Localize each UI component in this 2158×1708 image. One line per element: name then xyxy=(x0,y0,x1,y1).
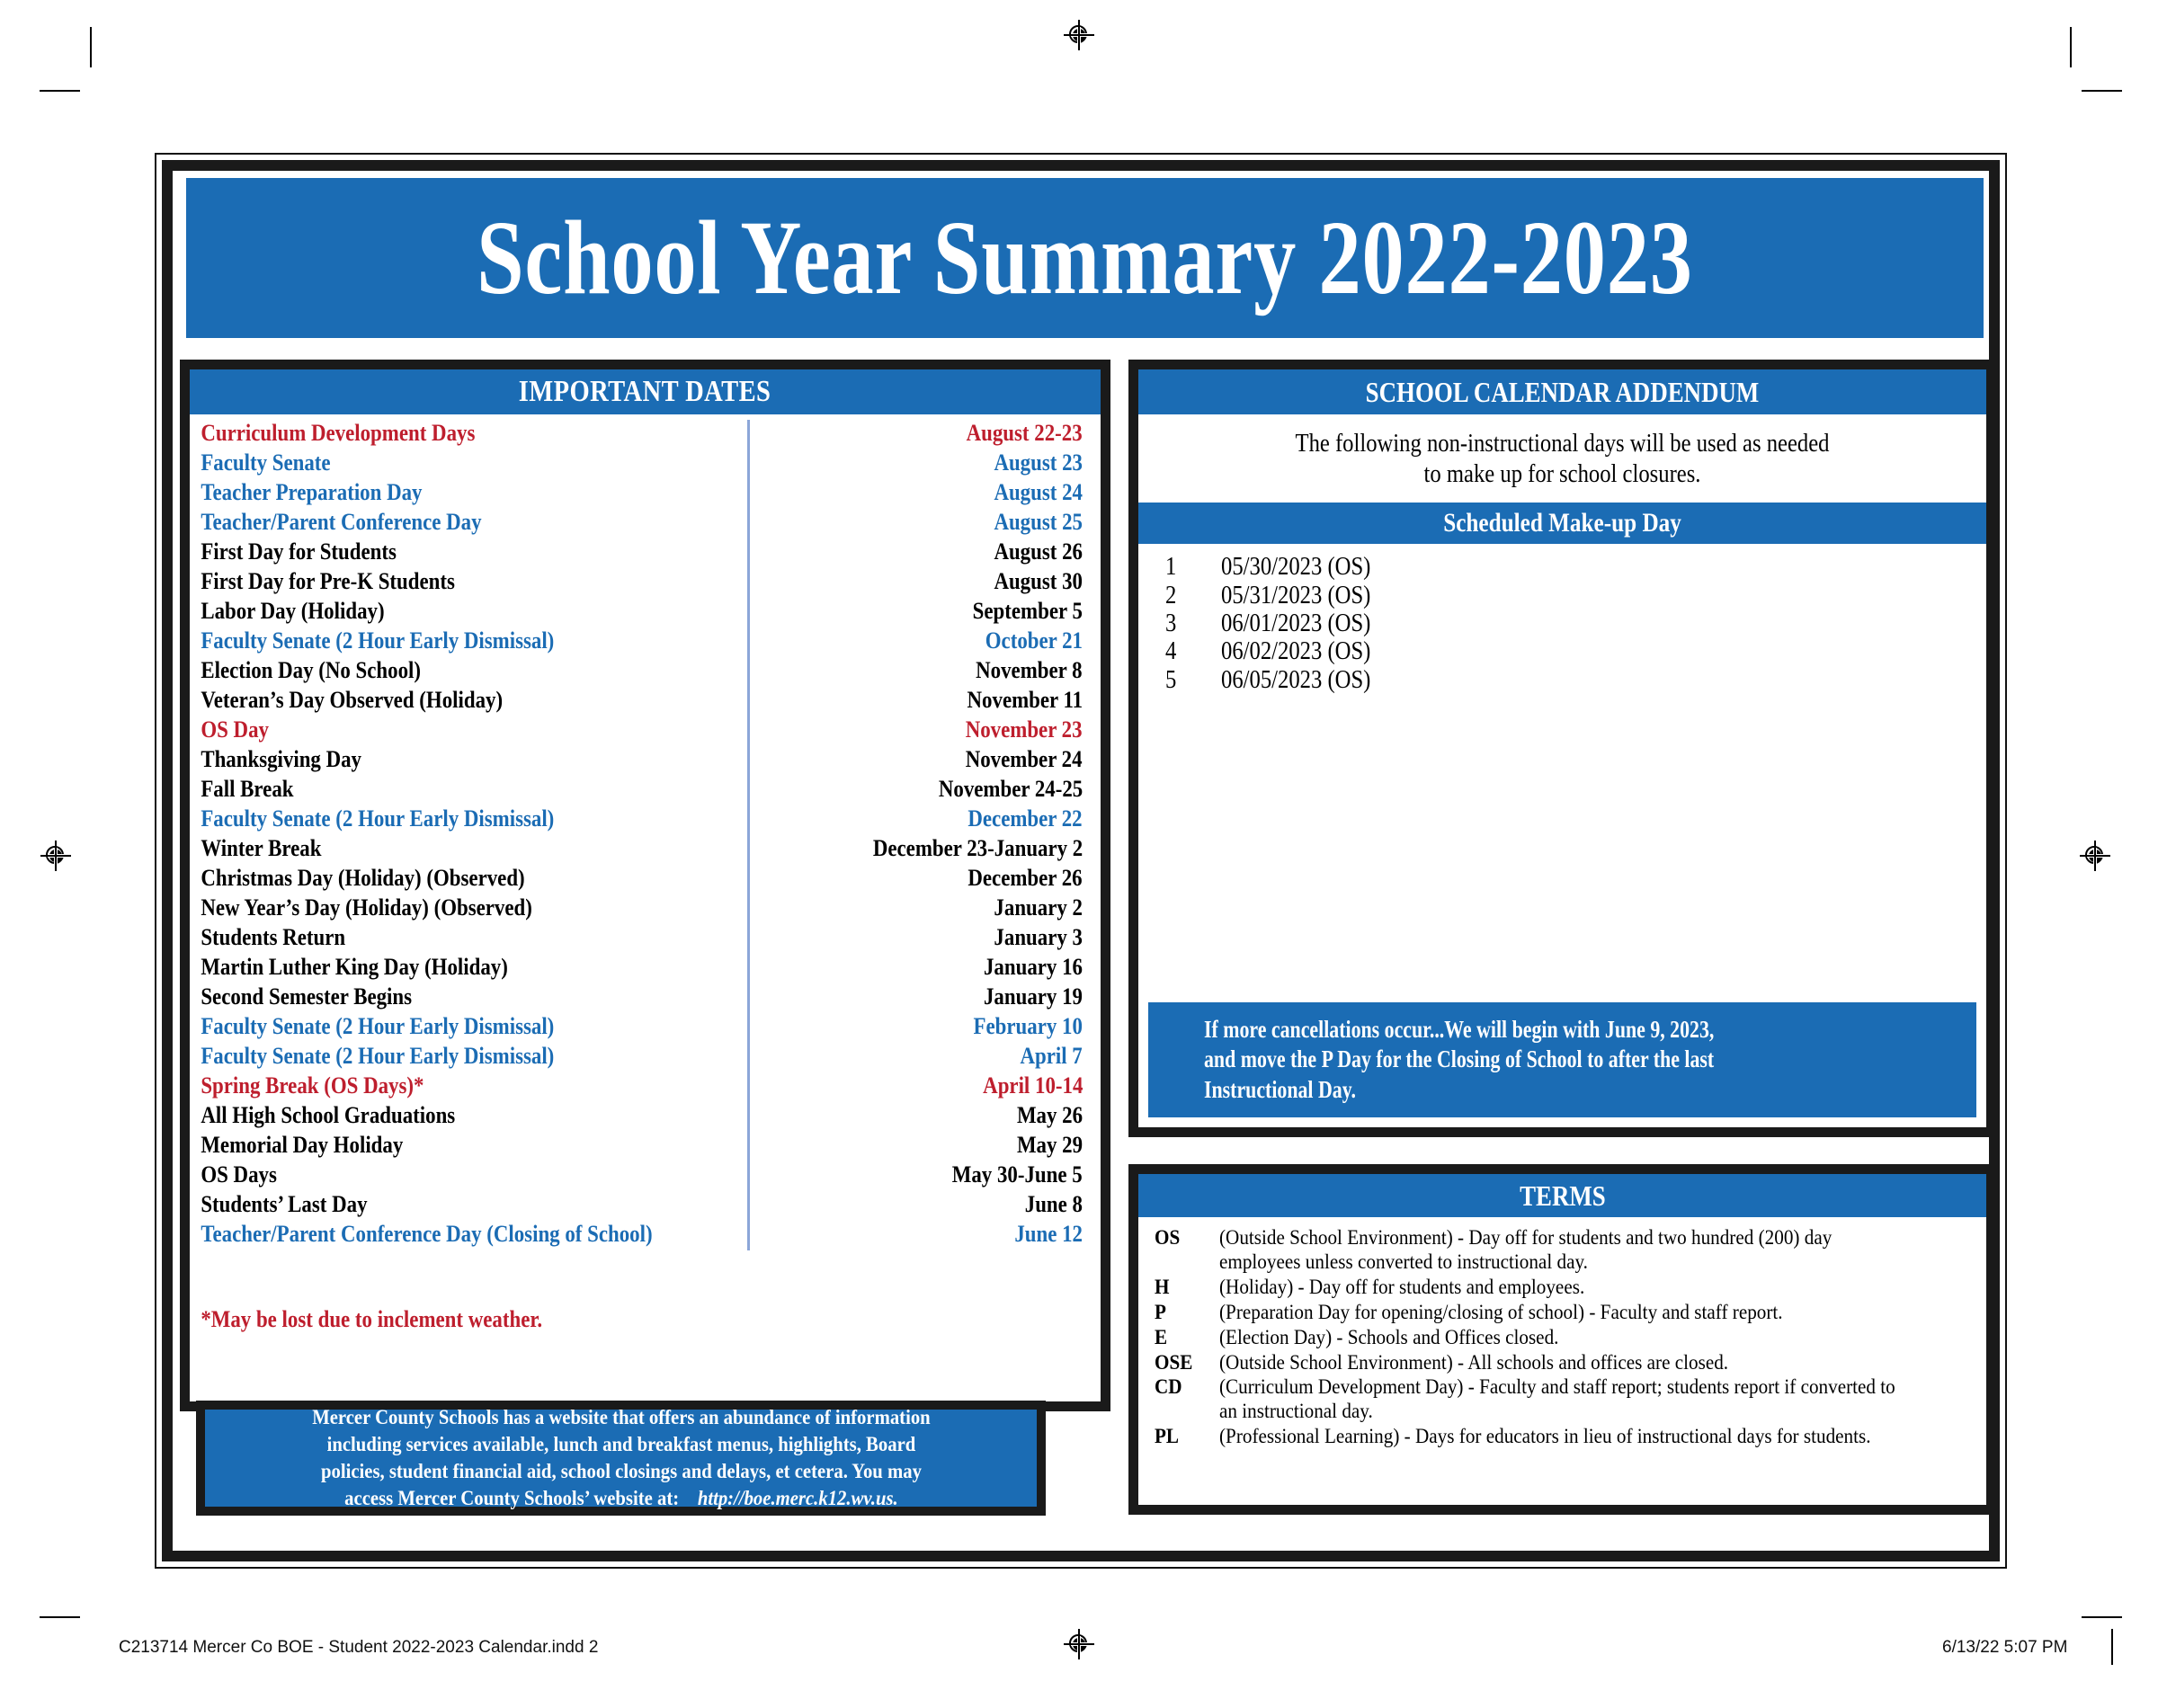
important-dates-label: Faculty Senate (2 Hour Early Dismissal) xyxy=(201,1043,555,1069)
terms-panel xyxy=(1128,1164,1996,1515)
page-title-banner xyxy=(186,178,1984,338)
important-dates-value: April 10-14 xyxy=(982,1072,1083,1099)
scheduled-makeup-day-heading xyxy=(1138,503,1986,544)
important-dates-row xyxy=(190,865,1101,894)
important-dates-value: August 22-23 xyxy=(966,420,1083,446)
important-dates-value: November 8 xyxy=(976,657,1083,683)
makeup-day-number: 5 xyxy=(1165,664,1177,694)
important-dates-label: All High School Graduations xyxy=(201,1102,456,1128)
important-dates-heading-text: IMPORTANT DATES xyxy=(519,375,771,408)
crop-mark-footer-divider xyxy=(2111,1629,2113,1665)
important-dates-value: December 23-January 2 xyxy=(872,835,1083,861)
scheduled-makeup-day-list xyxy=(1138,544,1986,694)
important-dates-value: February 10 xyxy=(973,1013,1083,1039)
term-row xyxy=(1155,1276,1974,1300)
important-dates-value: May 30-June 5 xyxy=(952,1161,1083,1188)
terms-heading xyxy=(1138,1174,1986,1217)
term-definition: (Outside School Environment) - All schools and offices are closed. xyxy=(1219,1350,1729,1374)
important-dates-row xyxy=(190,716,1101,746)
crop-mark-bottom-right-horizontal xyxy=(2082,1616,2122,1618)
term-definition: (Curriculum Development Day) - Faculty and staff report; students report if converted to an instructional day. xyxy=(1219,1375,1895,1423)
important-dates-row xyxy=(190,1132,1101,1161)
term-abbreviation: OS xyxy=(1155,1226,1181,1249)
important-dates-row xyxy=(190,1191,1101,1221)
important-dates-label: Fall Break xyxy=(201,776,294,802)
term-abbreviation: H xyxy=(1155,1275,1170,1298)
important-dates-label: Labor Day (Holiday) xyxy=(201,598,385,624)
important-dates-row xyxy=(190,687,1101,716)
cancellation-note-line-3: Instructional Day. xyxy=(1204,1075,1356,1103)
important-dates-heading xyxy=(190,369,1101,414)
important-dates-value: November 23 xyxy=(966,716,1083,743)
important-dates-label: First Day for Pre-K Students xyxy=(201,568,455,594)
makeup-day-date: 06/01/2023 (OS) xyxy=(1221,608,1371,637)
important-dates-row xyxy=(190,1072,1101,1102)
term-row xyxy=(1155,1351,1974,1375)
addendum-heading-text: SCHOOL CALENDAR ADDENDUM xyxy=(1365,376,1760,408)
important-dates-value: November 11 xyxy=(967,687,1083,713)
term-definition: (Professional Learning) - Days for educators in lieu of instructional days for students. xyxy=(1219,1425,1871,1448)
important-dates-value: January 19 xyxy=(984,983,1083,1010)
makeup-day-number: 2 xyxy=(1165,580,1177,609)
website-line-4-prefix: access Mercer County Schools’ website at: xyxy=(343,1486,679,1509)
term-row xyxy=(1155,1375,1974,1424)
important-dates-row xyxy=(190,479,1101,509)
makeup-day-row xyxy=(1165,553,1986,581)
crop-mark-top-right-vertical xyxy=(2070,27,2072,67)
important-dates-label: New Year’s Day (Holiday) (Observed) xyxy=(201,894,532,921)
term-definition: (Outside School Environment) - Day off for students and two hundred (200) day employees unless converted to instructional day. xyxy=(1219,1226,1833,1273)
important-dates-panel xyxy=(180,360,1110,1411)
term-abbreviation: PL xyxy=(1155,1425,1180,1448)
important-dates-table xyxy=(190,414,1101,1401)
important-dates-label: Curriculum Development Days xyxy=(201,420,476,446)
important-dates-row xyxy=(190,627,1101,657)
website-line-2: including services available, lunch and breakfast menus, highlights, Board xyxy=(326,1433,915,1456)
website-line-3: policies, student financial aid, school closings and delays, et cetera. You may xyxy=(320,1460,922,1482)
important-dates-value: August 23 xyxy=(994,449,1083,476)
important-dates-value: September 5 xyxy=(972,598,1083,624)
cancellation-note-text xyxy=(1204,1015,1770,1105)
important-dates-row xyxy=(190,746,1101,776)
website-line-4 xyxy=(312,1485,931,1512)
important-dates-value: January 16 xyxy=(984,954,1083,980)
important-dates-row xyxy=(190,1221,1101,1250)
important-dates-row xyxy=(190,835,1101,865)
makeup-day-date: 05/30/2023 (OS) xyxy=(1221,552,1371,582)
important-dates-label: Christmas Day (Holiday) (Observed) xyxy=(201,865,525,891)
important-dates-row xyxy=(190,1161,1101,1191)
important-dates-label: Spring Break (OS Days)* xyxy=(201,1072,424,1099)
makeup-day-number: 3 xyxy=(1165,608,1177,637)
makeup-day-date: 05/31/2023 (OS) xyxy=(1221,580,1371,609)
footer-timestamp: 6/13/22 5:07 PM xyxy=(1942,1638,2068,1657)
important-dates-label: First Day for Students xyxy=(201,538,397,565)
cancellation-note-box xyxy=(1148,1002,1976,1117)
term-definition: (Holiday) - Day off for students and employees. xyxy=(1219,1275,1585,1298)
important-dates-label: Students’ Last Day xyxy=(201,1191,368,1217)
important-dates-row xyxy=(190,983,1101,1013)
makeup-day-date: 06/02/2023 (OS) xyxy=(1221,636,1371,666)
important-dates-row xyxy=(190,805,1101,835)
important-dates-row xyxy=(190,894,1101,924)
term-row xyxy=(1155,1425,1974,1449)
important-dates-row xyxy=(190,776,1101,805)
website-info-text xyxy=(312,1404,931,1512)
important-dates-label: Students Return xyxy=(201,924,346,950)
term-row xyxy=(1155,1226,1974,1275)
important-dates-label: Election Day (No School) xyxy=(201,657,422,683)
addendum-heading xyxy=(1138,369,1986,414)
important-dates-row xyxy=(190,954,1101,983)
term-abbreviation: E xyxy=(1155,1325,1168,1348)
crop-mark-top-left-horizontal xyxy=(40,90,80,92)
registration-mark-right xyxy=(2080,841,2110,871)
important-dates-label: Faculty Senate xyxy=(201,449,331,476)
addendum-intro-line-1: The following non-instructional days will be used as needed xyxy=(1295,430,1830,458)
makeup-day-row xyxy=(1165,582,1986,609)
makeup-day-row xyxy=(1165,666,1986,694)
important-dates-value: December 22 xyxy=(968,805,1083,832)
addendum-intro xyxy=(1138,414,1986,503)
makeup-day-row xyxy=(1165,609,1986,637)
registration-mark-bottom xyxy=(1064,1629,1094,1659)
website-info-box xyxy=(196,1401,1046,1516)
important-dates-value: October 21 xyxy=(985,627,1083,654)
important-dates-label: Teacher/Parent Conference Day xyxy=(201,509,482,535)
important-dates-label: Second Semester Begins xyxy=(201,983,413,1010)
footer-file-name: C213714 Mercer Co BOE - Student 2022-2023 Calendar.indd 2 xyxy=(119,1638,599,1657)
important-dates-value: January 2 xyxy=(994,894,1083,921)
term-row xyxy=(1155,1301,1974,1325)
important-dates-row xyxy=(190,1013,1101,1043)
website-url[interactable]: http://boe.merc.k12.wv.us. xyxy=(697,1486,898,1509)
makeup-day-number: 4 xyxy=(1165,636,1177,666)
makeup-day-row xyxy=(1165,637,1986,665)
important-dates-value: August 25 xyxy=(994,509,1083,535)
important-dates-label: OS Day xyxy=(201,716,269,743)
important-dates-row xyxy=(190,509,1101,538)
website-line-1: Mercer County Schools has a website that offers an abundance of information xyxy=(311,1406,931,1429)
registration-mark-top xyxy=(1064,20,1094,50)
terms-list xyxy=(1138,1217,1986,1449)
addendum-intro-line-2: to make up for school closures. xyxy=(1423,460,1701,489)
important-dates-row xyxy=(190,538,1101,568)
page-title: School Year Summary 2022-2023 xyxy=(477,199,1693,316)
important-dates-value: August 26 xyxy=(994,538,1083,565)
important-dates-row xyxy=(190,420,1101,449)
scheduled-makeup-day-heading-text: Scheduled Make-up Day xyxy=(1443,508,1681,538)
important-dates-row xyxy=(190,568,1101,598)
term-definition: (Election Day) - Schools and Offices closed. xyxy=(1219,1325,1559,1348)
important-dates-row xyxy=(190,449,1101,479)
important-dates-value: June 8 xyxy=(1024,1191,1083,1217)
important-dates-footnote: *May be lost due to inclement weather. xyxy=(201,1306,543,1332)
important-dates-label: Martin Luther King Day (Holiday) xyxy=(201,954,508,980)
important-dates-row xyxy=(190,657,1101,687)
cancellation-note-line-2: and move the P Day for the Closing of School to after the last xyxy=(1204,1045,1715,1073)
important-dates-label: Teacher Preparation Day xyxy=(201,479,423,505)
important-dates-label: Teacher/Parent Conference Day (Closing of School) xyxy=(201,1221,653,1247)
important-dates-value: December 26 xyxy=(968,865,1083,891)
crop-mark-bottom-left-horizontal xyxy=(40,1616,80,1618)
important-dates-value: January 3 xyxy=(994,924,1083,950)
important-dates-label: Faculty Senate (2 Hour Early Dismissal) xyxy=(201,805,555,832)
registration-mark-left xyxy=(40,841,71,871)
important-dates-row xyxy=(190,1043,1101,1072)
term-abbreviation: OSE xyxy=(1155,1350,1193,1374)
important-dates-value: June 12 xyxy=(1014,1221,1083,1247)
crop-mark-top-right-horizontal xyxy=(2082,90,2122,92)
important-dates-row xyxy=(190,1102,1101,1132)
important-dates-row xyxy=(190,598,1101,627)
important-dates-label: Faculty Senate (2 Hour Early Dismissal) xyxy=(201,627,555,654)
term-row xyxy=(1155,1326,1974,1350)
makeup-day-date: 06/05/2023 (OS) xyxy=(1221,664,1371,694)
term-abbreviation: CD xyxy=(1155,1375,1182,1399)
terms-heading-text: TERMS xyxy=(1519,1179,1606,1212)
important-dates-value: November 24-25 xyxy=(938,776,1083,802)
important-dates-value: November 24 xyxy=(966,746,1083,772)
important-dates-label: Winter Break xyxy=(201,835,322,861)
crop-mark-top-left-vertical xyxy=(90,27,92,67)
makeup-day-number: 1 xyxy=(1165,552,1177,582)
important-dates-value: April 7 xyxy=(1020,1043,1083,1069)
important-dates-value: May 26 xyxy=(1016,1102,1083,1128)
important-dates-label: Memorial Day Holiday xyxy=(201,1132,404,1158)
important-dates-label: Thanksgiving Day xyxy=(201,746,361,772)
term-definition: (Preparation Day for opening/closing of school) - Faculty and staff report. xyxy=(1219,1300,1783,1323)
school-calendar-addendum-panel xyxy=(1128,360,1996,1137)
important-dates-value: August 24 xyxy=(994,479,1083,505)
term-abbreviation: P xyxy=(1155,1300,1166,1323)
important-dates-value: August 30 xyxy=(994,568,1083,594)
important-dates-label: Veteran’s Day Observed (Holiday) xyxy=(201,687,504,713)
important-dates-row xyxy=(190,924,1101,954)
important-dates-label: OS Days xyxy=(201,1161,277,1188)
important-dates-label: Faculty Senate (2 Hour Early Dismissal) xyxy=(201,1013,555,1039)
cancellation-note-line-1: If more cancellations occur...We will begin with June 9, 2023, xyxy=(1204,1016,1715,1044)
important-dates-value: May 29 xyxy=(1016,1132,1083,1158)
